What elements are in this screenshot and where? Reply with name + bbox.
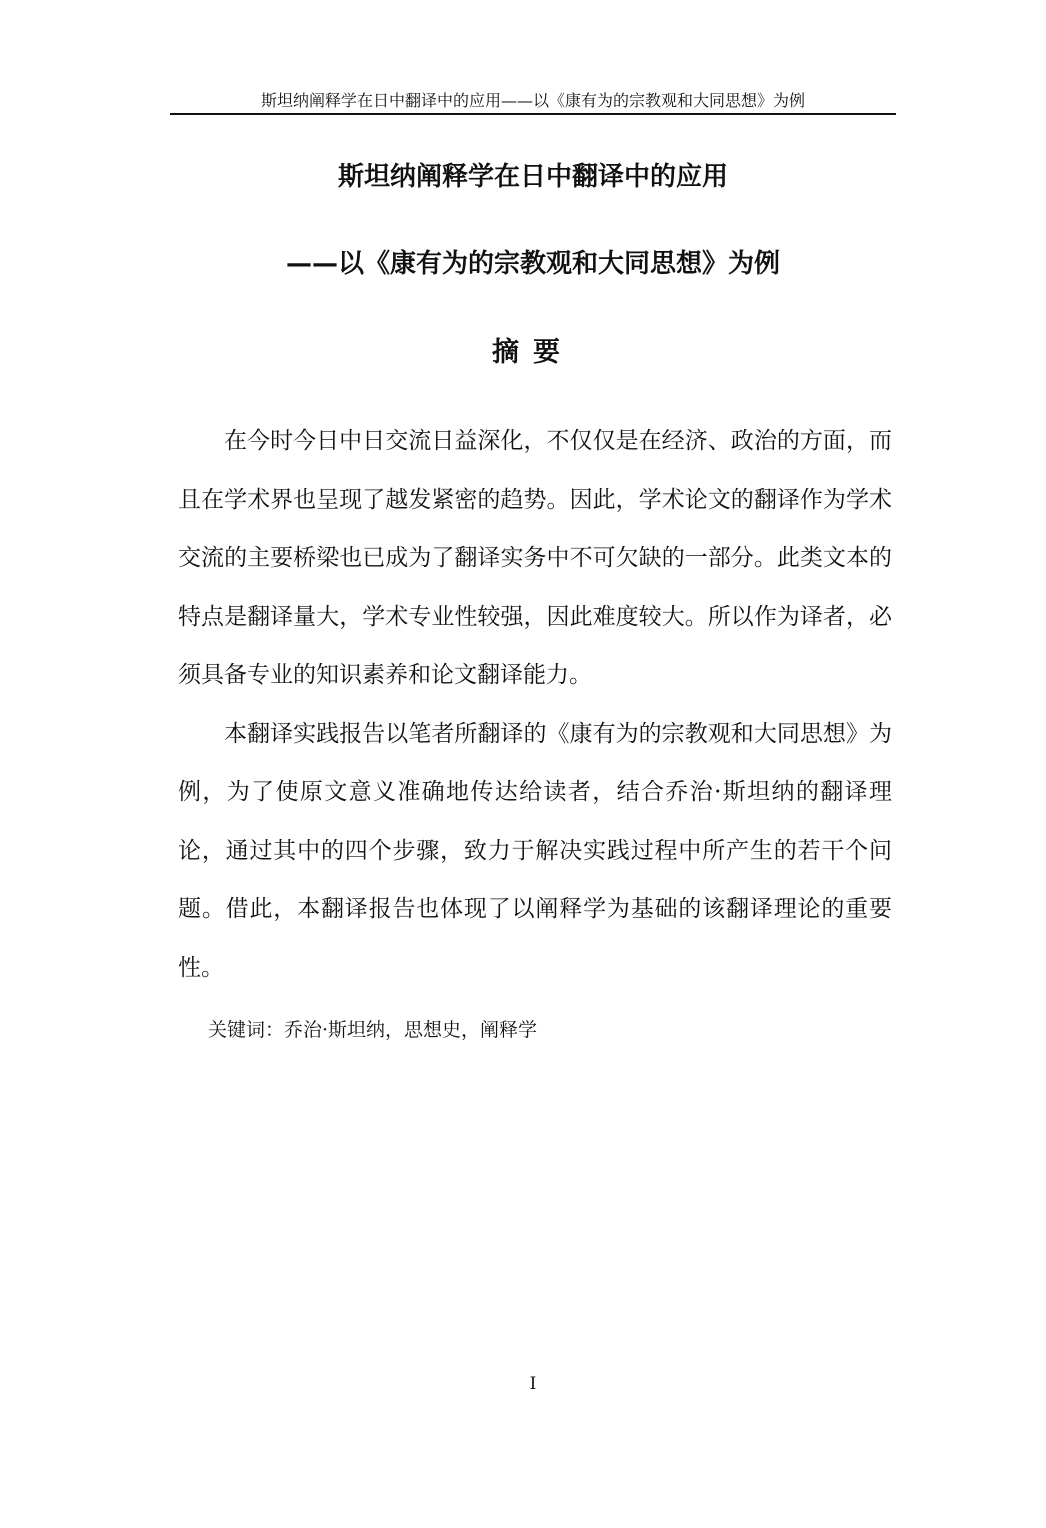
header-rule xyxy=(170,113,896,115)
page-number: I xyxy=(529,1374,537,1394)
subtitle: ——以《康有为的宗教观和大同思想》为例 xyxy=(285,249,780,279)
abstract-heading: 摘要 xyxy=(492,337,574,368)
abstract-body xyxy=(178,412,892,997)
abstract-paragraph-1: 在今时今日中日交流日益深化，不仅仅是在经济、政治的方面，而且在学术界也呈现了越发紧密的趋势。因此，学术论文的翻译作为学术交流的主要桥梁也已成为了翻译实务中不可欠缺的一部分。此类文本的特点是翻译量大，学术专业性较强，因此难度较大。所以作为译者，必须具备专业的知识素养和论文翻译能力。 xyxy=(178,428,892,688)
abstract-paragraph-2: 本翻译实践报告以笔者所翻译的《康有为的宗教观和大同思想》为例，为了使原文意义准确地传达给读者，结合乔治·斯坦纳的翻译理论，通过其中的四个步骤，致力于解决实践过程中所产生的若干个问题。借此，本翻译报告也体现了以阐释学为基础的该翻译理论的重要性。 xyxy=(178,720,892,981)
running-header: 斯坦纳阐释学在日中翻译中的应用——以《康有为的宗教观和大同思想》为例 xyxy=(260,91,805,110)
main-title: 斯坦纳阐释学在日中翻译中的应用 xyxy=(337,162,728,192)
keywords: 关键词：乔治·斯坦纳，思想史，阐释学 xyxy=(208,1019,538,1041)
